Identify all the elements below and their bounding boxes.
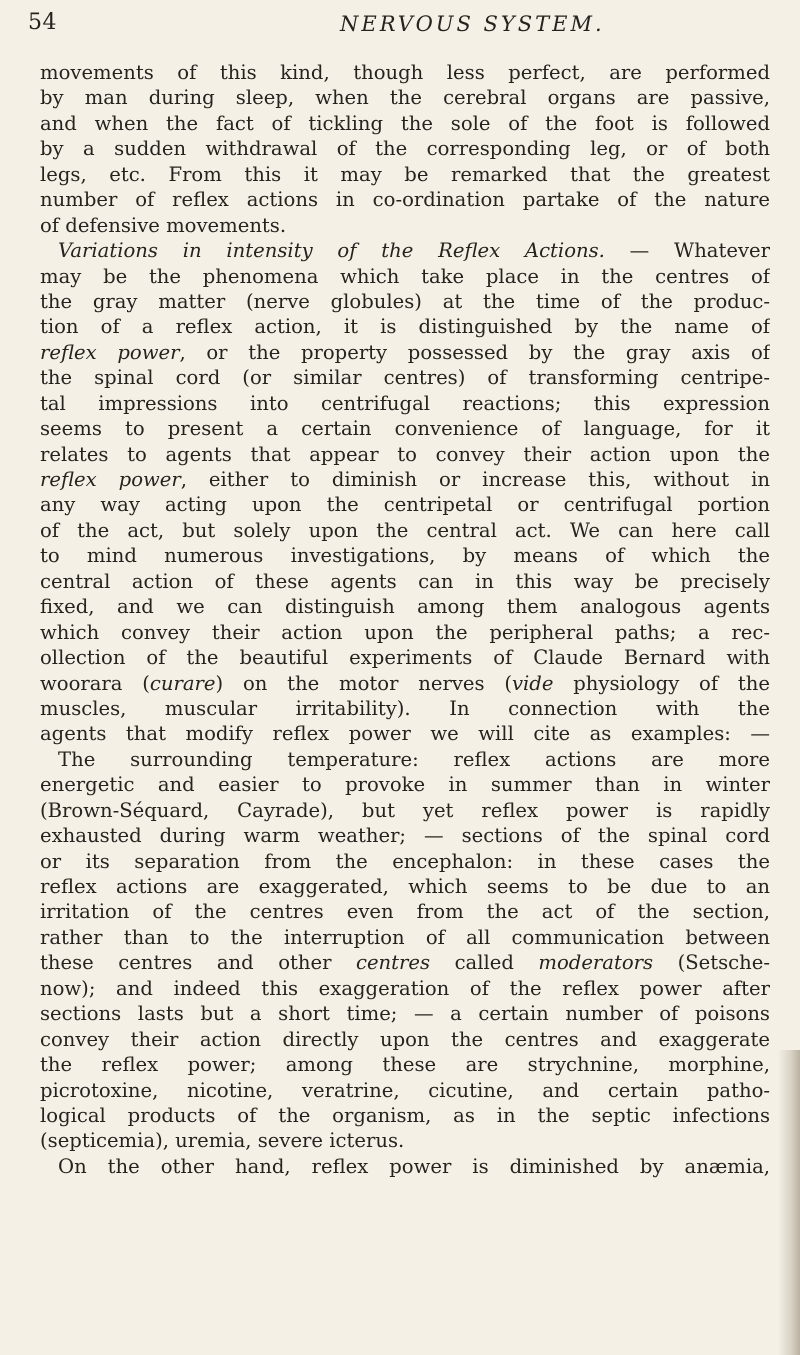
text-run: movements of this kind, though less perfect, are performed (40, 61, 770, 84)
text-run: , or the property possessed by the gray axis of (179, 340, 770, 364)
text-line (40, 899, 770, 924)
text-line (40, 1154, 770, 1179)
text-run: ollection of the beautiful experiments of Claude Bernard with (40, 646, 770, 670)
text-line (40, 620, 770, 645)
text-run: woorara ( (40, 671, 150, 695)
text-line (40, 187, 770, 212)
italic-text: centres (355, 951, 431, 975)
text-run: and when the fact of tickling the sole of the foot is followed (40, 111, 770, 135)
text-run: convey their action directly upon the centres and exaggerate (40, 1027, 770, 1051)
text-run: of defensive movements. (40, 213, 287, 237)
text-line (40, 798, 770, 823)
text-run: tion of a reflex action, it is distinguished by the name of (40, 315, 770, 339)
text-line (40, 772, 770, 797)
text-line (40, 747, 770, 772)
text-line (40, 60, 770, 85)
text-line (40, 467, 770, 492)
italic-text: reflex power (40, 468, 181, 491)
text-line (40, 696, 770, 721)
text-line (40, 1103, 770, 1128)
text-line (40, 925, 770, 950)
body-text (40, 60, 770, 1179)
text-run: rather than to the interruption of all communication between (40, 925, 770, 949)
text-line (40, 874, 770, 899)
text-run: On the other hand, reflex power is diminished by anæmia, (58, 1154, 770, 1178)
text-line (40, 849, 770, 874)
italic-text: vide (511, 671, 554, 695)
text-line (40, 492, 770, 517)
text-line (40, 1027, 770, 1052)
page-edge-shadow (778, 1050, 800, 1355)
text-line (40, 1052, 770, 1077)
text-run: tal impressions into centrifugal reactions; this expression (40, 391, 770, 415)
text-run: now); and indeed this exaggeration of the reflex power after (40, 976, 770, 1000)
text-line (40, 823, 770, 848)
text-run: fixed, and we can distinguish among them analogous agents (40, 595, 770, 619)
text-line (40, 111, 770, 136)
text-run: The surrounding temperature: reflex actions are more (58, 747, 770, 771)
text-run: energetic and easier to provoke in summer than in winter (40, 773, 770, 797)
text-run: the reflex power; among these are strychnine, morphine, (40, 1053, 770, 1077)
text-line (40, 569, 770, 594)
text-run: picrotoxine, nicotine, veratrine, cicutine, and certain patho- (40, 1078, 770, 1102)
text-run: , either to diminish or increase this, without in (180, 468, 770, 491)
text-line (40, 976, 770, 1001)
italic-text: reflex power (40, 340, 180, 364)
text-run: legs, etc. From this it may be remarked that the greatest (40, 162, 770, 186)
text-run: or its separation from the encephalon: in these cases the (40, 849, 770, 873)
text-line (40, 314, 770, 339)
text-line (40, 162, 770, 187)
text-line (40, 1128, 770, 1153)
text-run: sections lasts but a short time; — a certain number of poisons (40, 1002, 770, 1026)
text-run: (Brown-Séquard, Cayrade), but yet reflex power is rapidly (40, 798, 770, 822)
text-run: central action of these agents can in this way be precisely (40, 569, 770, 593)
text-run: physiology of the (553, 671, 770, 695)
text-run: may be the phenomena which take place in the centres of (40, 264, 770, 288)
italic-text: curare (149, 671, 216, 695)
text-run: these centres and other (40, 951, 356, 975)
text-line (40, 264, 770, 289)
text-line (40, 340, 770, 365)
text-line (40, 85, 770, 110)
text-line (40, 416, 770, 441)
text-run: by man during sleep, when the cerebral organs are passive, (40, 86, 770, 110)
text-line (40, 238, 770, 263)
text-run: — Whatever (604, 239, 770, 263)
italic-text: moderators (538, 951, 654, 975)
text-line (40, 1001, 770, 1026)
text-run: which convey their action upon the peripheral paths; a rec- (40, 620, 770, 644)
text-line (40, 543, 770, 568)
text-line (40, 213, 770, 238)
running-title: NERVOUS SYSTEM. (340, 12, 605, 36)
text-line (40, 136, 770, 161)
text-run: muscles, muscular irritability). In connection with the (40, 696, 770, 720)
text-run: by a sudden withdrawal of the corresponding leg, or of both (40, 137, 770, 161)
text-line (40, 365, 770, 390)
text-run: of the act, but solely upon the central act. We can here call (40, 518, 770, 542)
text-line (40, 1078, 770, 1103)
text-run: irritation of the centres even from the act of the section, (40, 900, 770, 924)
text-run: seems to present a certain convenience of language, for it (40, 417, 770, 441)
text-run: number of reflex actions in co-ordination partake of the nature (40, 188, 770, 212)
text-line (40, 594, 770, 619)
text-line (40, 289, 770, 314)
text-run: reflex actions are exaggerated, which seems to be due to an (40, 875, 770, 898)
text-run: called (430, 951, 539, 975)
text-line (40, 950, 770, 975)
text-run: exhausted during warm weather; — sections of the spinal cord (40, 824, 770, 848)
text-run: to mind numerous investigations, by means of which the (40, 544, 770, 568)
text-run: the spinal cord (or similar centres) of transforming centripe- (40, 366, 770, 390)
text-line (40, 391, 770, 416)
text-run: logical products of the organism, as in the septic infections (40, 1103, 770, 1127)
text-line (40, 721, 770, 746)
text-line (40, 671, 770, 696)
text-run: the gray matter (nerve globules) at the time of the produc- (40, 289, 770, 313)
text-run: relates to agents that appear to convey their action upon the (40, 442, 770, 466)
text-line (40, 518, 770, 543)
text-run: any way acting upon the centripetal or centrifugal portion (40, 493, 770, 517)
text-line (40, 442, 770, 467)
text-line (40, 645, 770, 670)
italic-text: Variations in intensity of the Reflex Actions. (58, 239, 605, 263)
text-run: ) on the motor nerves ( (215, 671, 512, 695)
page-number: 54 (28, 10, 57, 35)
text-run: (septicemia), uremia, severe icterus. (40, 1129, 405, 1153)
text-run: agents that modify reflex power we will cite as examples: — (40, 722, 770, 746)
text-run: (Setsche- (653, 951, 770, 975)
